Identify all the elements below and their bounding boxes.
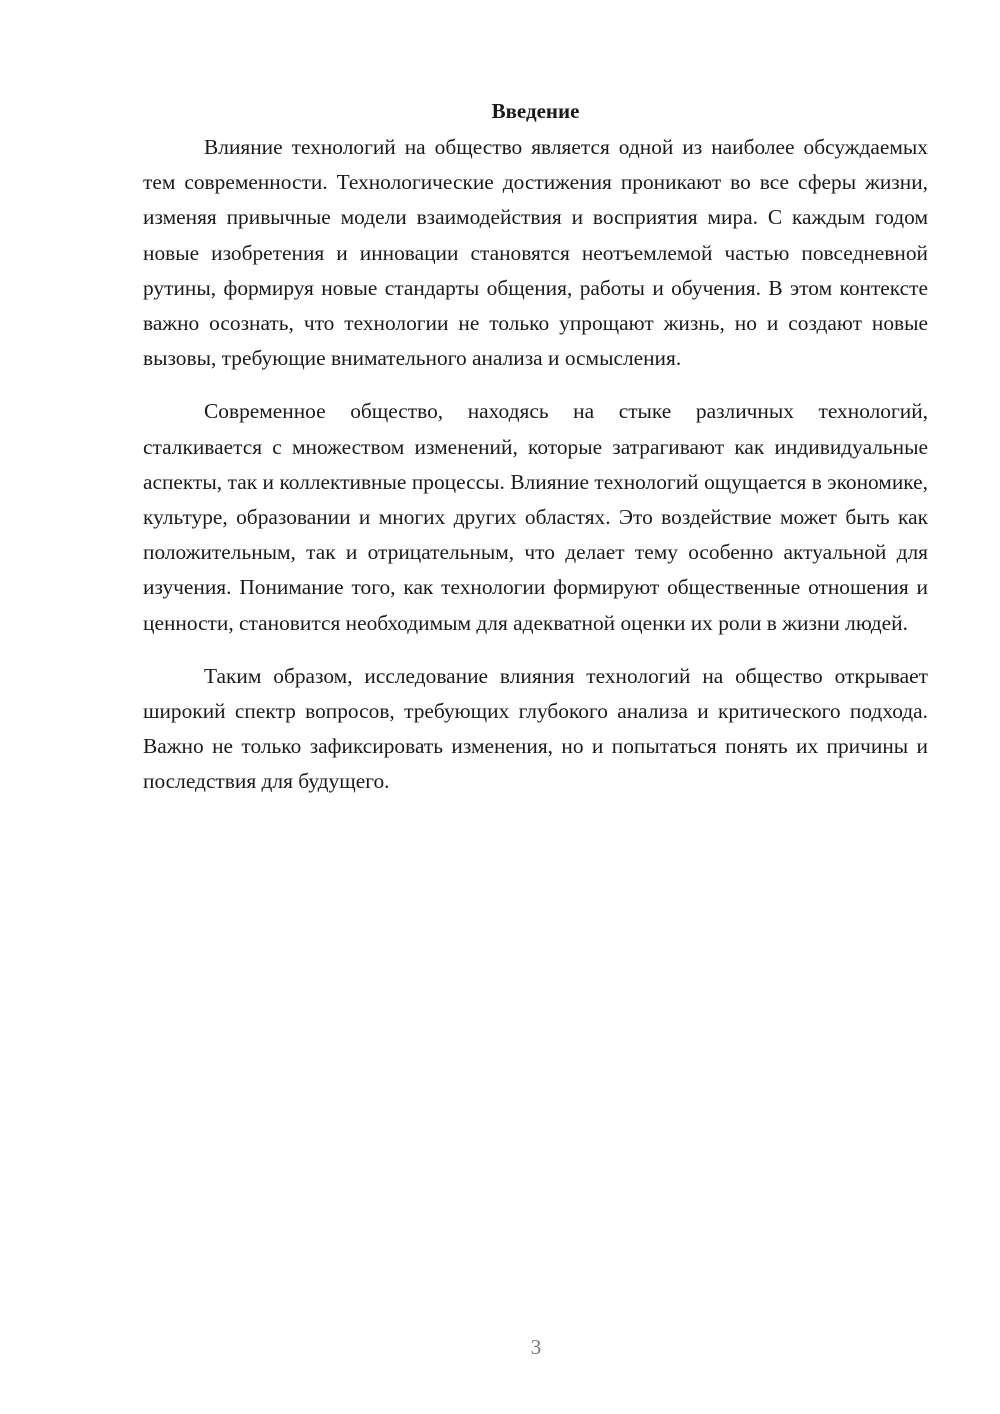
- page-number: 3: [530, 1335, 542, 1359]
- paragraph-1: Влияние технологий на общество является одной из наиболее обсуждаемых тем современности. Технологические достижения проникают во все сферы жизни, изменяя привычные модели взаимодействия и восприятия мира. С каждым годом новые изобретения и инновации становятся неотъемлемой частью повседневной рутины, формируя новые стандарты общения, работы и обучения. В этом контексте важно осознать, что технологии не только упрощают жизнь, но и создают новые вызовы, требующие внимательного анализа и осмысления.: [143, 135, 928, 371]
- page-content: [143, 96, 928, 818]
- section-heading: Введение: [491, 99, 580, 123]
- paragraph-2: Современное общество, находясь на стыке различных технологий, сталкивается с множеством изменений, которые затрагивают как индивидуальные аспекты, так и коллективные процессы. Влияние технологий ощущается в экономике, культуре, образовании и многих других областях. Это воздействие может быть как положительным, так и отрицательным, что делает тему особенно актуальной для изучения. Понимание того, как технологии формируют общественные отношения и ценности, становится необходимым для адекватной оценки их роли в жизни людей.: [143, 399, 928, 635]
- paragraph-3: Таким образом, исследование влияния технологий на общество открывает широкий спектр вопросов, требующих глубокого анализа и критического подхода. Важно не только зафиксировать изменения, но и попытаться понять их причины и последствия для будущего.: [143, 663, 928, 794]
